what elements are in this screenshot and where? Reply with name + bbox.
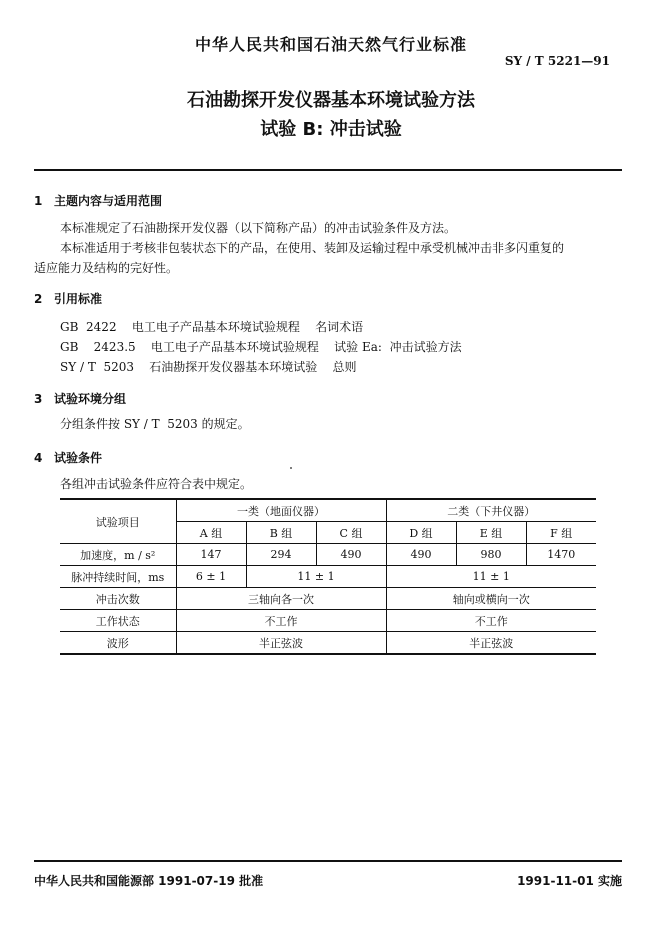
paragraph: 各组冲击试验条件应符合表中规定。 [60, 477, 253, 491]
footer-rule [34, 860, 622, 862]
section-number: 2 [34, 292, 43, 306]
paragraph: 本标准适用于考核非包装状态下的产品，在使用、装卸及运输过程中承受机械冲击非多闪重复的 [60, 241, 565, 255]
value-cell: 不工作 [386, 610, 596, 632]
section-title: 试验条件 [54, 451, 103, 465]
scan-speck [290, 467, 292, 469]
reference-item: GB 2422 电工电子产品基本环境试验规程 名词术语 [60, 320, 364, 334]
group-header-cell: E 组 [456, 522, 526, 544]
section-number: 3 [34, 392, 43, 406]
value-cell: 294 [246, 544, 316, 566]
document-subtitle: 试验 B: 冲击试验 [260, 119, 402, 140]
paragraph-continuation: 适应能力及结构的完好性。 [34, 261, 179, 275]
section-number: 4 [34, 451, 43, 465]
value-cell: 半正弦波 [176, 632, 386, 655]
table-row [60, 588, 596, 610]
section-4-heading [34, 449, 102, 466]
table-row [60, 632, 596, 655]
shock-test-conditions-table [60, 498, 596, 655]
value-cell: 不工作 [176, 610, 386, 632]
table-row [60, 566, 596, 588]
value-cell: 三轴向各一次 [176, 588, 386, 610]
paragraph: 分组条件按 SY / T 5203 的规定。 [60, 417, 250, 431]
value-cell: 490 [386, 544, 456, 566]
value-cell: 490 [316, 544, 386, 566]
table-row [60, 544, 596, 566]
section-number: 1 [34, 194, 43, 208]
document-title: 石油勘探开发仪器基本环境试验方法 [187, 90, 475, 111]
table-row [60, 499, 596, 522]
row-label-cell: 冲击次数 [60, 588, 176, 610]
section-3-heading [34, 390, 126, 407]
item-header-cell: 试验项目 [60, 499, 176, 544]
standard-code: SY / T 5221—91 [504, 54, 610, 68]
group-header-cell: C 组 [316, 522, 386, 544]
value-cell: 11 ± 1 [246, 566, 386, 588]
implementation-date: 1991-11-01 实施 [517, 874, 622, 888]
group-header-cell: B 组 [246, 522, 316, 544]
paragraph: 本标准规定了石油勘探开发仪器（以下简称产品）的冲击试验条件及方法。 [60, 221, 457, 235]
standard-category: 中华人民共和国石油天然气行业标准 [194, 35, 467, 54]
value-cell: 147 [176, 544, 246, 566]
value-cell: 轴向或横向一次 [386, 588, 596, 610]
reference-item: SY / T 5203 石油勘探开发仪器基本环境试验 总则 [60, 360, 357, 374]
header-rule [34, 169, 622, 171]
group-header-cell: D 组 [386, 522, 456, 544]
approval-line: 中华人民共和国能源部 1991-07-19 批准 [34, 874, 264, 888]
value-cell: 980 [456, 544, 526, 566]
value-cell: 6 ± 1 [176, 566, 246, 588]
section-1-heading [34, 192, 162, 209]
row-label-cell: 脉冲持续时间，ms [60, 566, 176, 588]
class2-header-cell: 二类（下井仪器） [386, 499, 596, 522]
value-cell: 1470 [526, 544, 596, 566]
section-2-heading [34, 290, 102, 307]
section-title: 引用标准 [54, 292, 103, 306]
row-label-cell: 加速度，m / s² [60, 544, 176, 566]
row-label-cell: 波形 [60, 632, 176, 655]
group-header-cell: F 组 [526, 522, 596, 544]
reference-item: GB 2423.5 电工电子产品基本环境试验规程 试验 Ea: 冲击试验方法 [60, 340, 462, 354]
class1-header-cell: 一类（地面仪器） [176, 499, 386, 522]
group-header-cell: A 组 [176, 522, 246, 544]
table-row [60, 610, 596, 632]
section-title: 主题内容与适用范围 [54, 194, 163, 208]
section-title: 试验环境分组 [54, 392, 127, 406]
value-cell: 11 ± 1 [386, 566, 596, 588]
row-label-cell: 工作状态 [60, 610, 176, 632]
value-cell: 半正弦波 [386, 632, 596, 655]
